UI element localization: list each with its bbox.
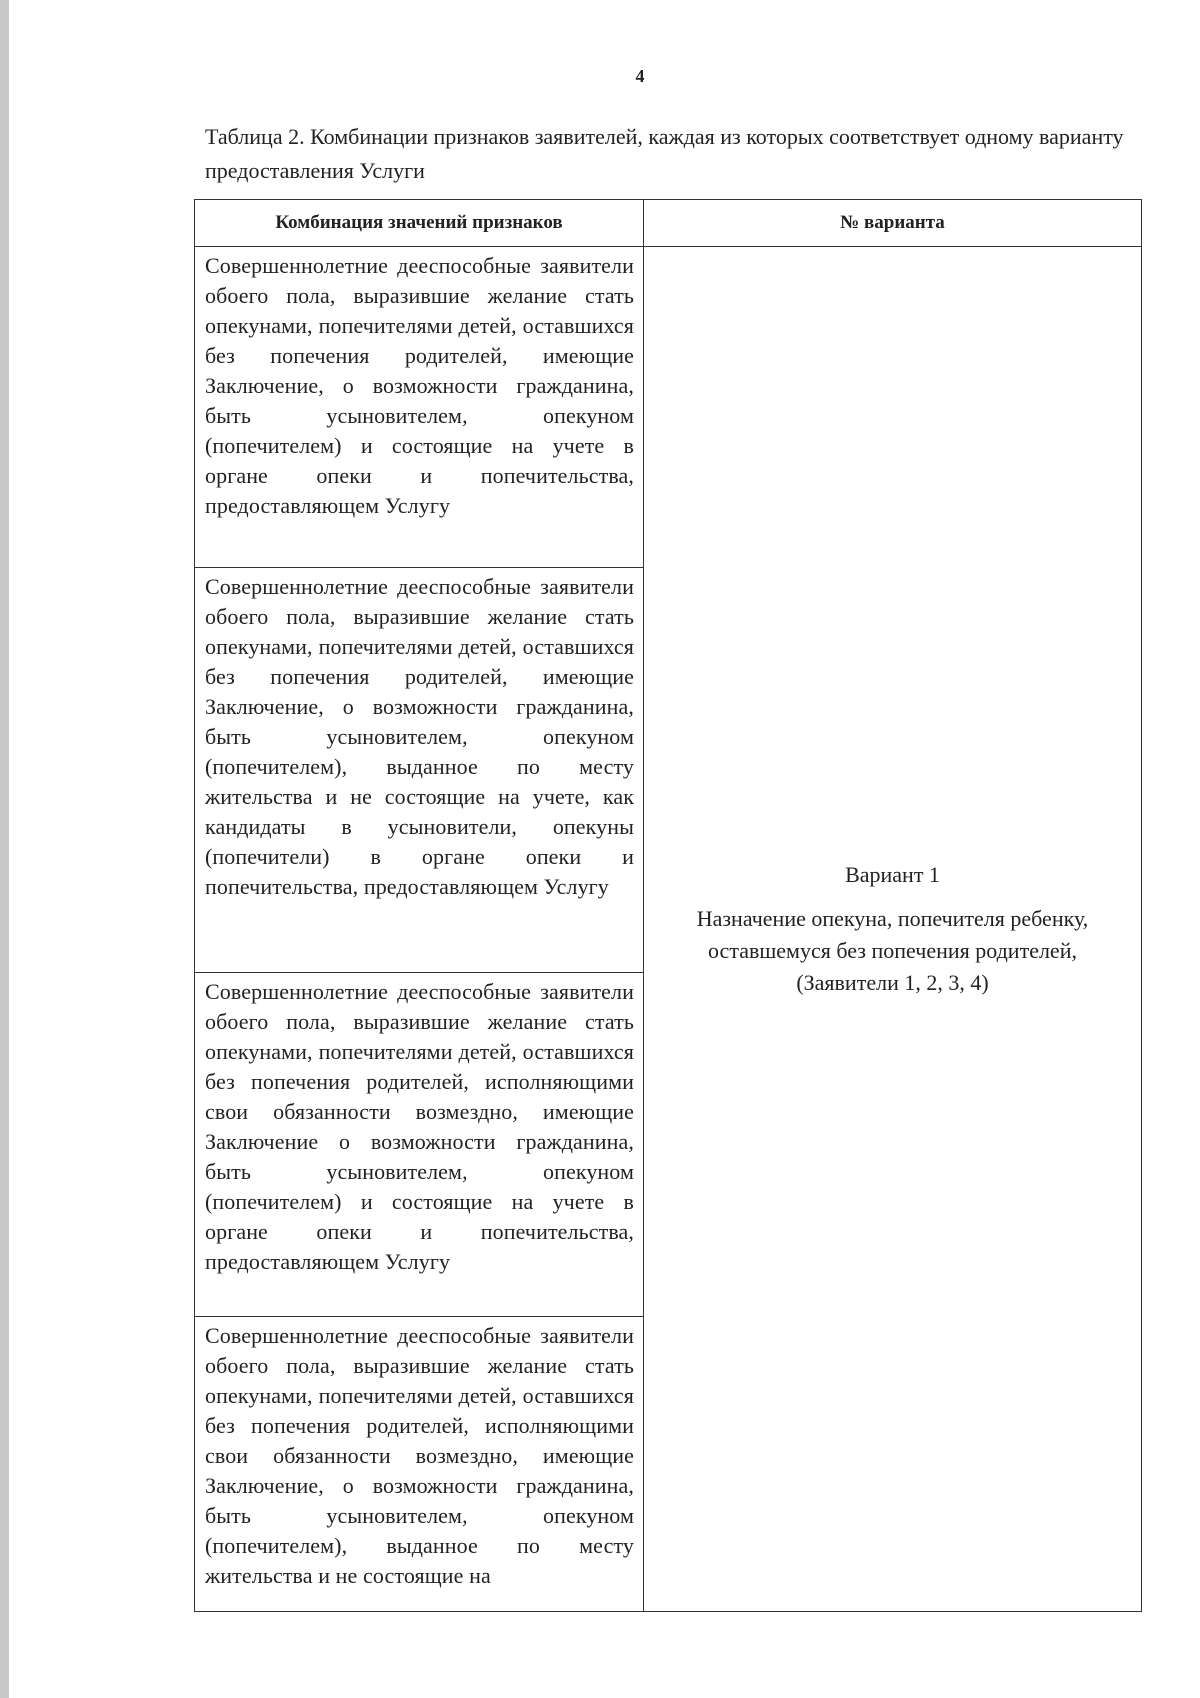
variant-cell <box>644 247 1142 1612</box>
variant-title: Вариант 1 <box>845 862 940 887</box>
page-number: 4 <box>635 66 645 86</box>
table-caption: Таблица 2. Комбинации признаков заявителей, каждая из которых соответствует одному варианту предоставления Услуги <box>205 124 1124 183</box>
criteria-cell: Совершеннолетние дееспособные заявители обоего пола, выразившие желание стать опекунами, попечителями детей, оставшихся без попечения родителей, исполняющими свои обязанности возмездно, имеющие Заключение о возможности гражданина, быть усыновителем, опекуном (попечителем) и состоящие на учете в органе опеки и попечительства, предоставляющем Услугу <box>195 973 644 1317</box>
criteria-cell: Совершеннолетние дееспособные заявители обоего пола, выразившие желание стать опекунами, попечителями детей, оставшихся без попечения родителей, имеющие Заключение, о возможности гражданина, быть усыновителем, опекуном (попечителем), выданное по месту жительства и не состоящие на учете, как кандидаты в усыновители, опекуны (попечители) в органе опеки и попечительства, предоставляющем Услугу <box>195 568 644 973</box>
variants-table <box>194 199 1142 1612</box>
criteria-cell: Совершеннолетние дееспособные заявители обоего пола, выразившие желание стать опекунами, попечителями детей, оставшихся без попечения родителей, имеющие Заключение, о возможности гражданина, быть усыновителем, опекуном (попечителем) и состоящие на учете в органе опеки и попечительства, предоставляющем Услугу <box>195 247 644 568</box>
table-header-row <box>195 200 1142 247</box>
variant-description: Назначение опекуна, попечителя ребенку, оставшемуся без попечения родителей, (Заявители 1, 2, 3, 4) <box>696 906 1089 995</box>
scan-edge <box>0 0 9 1698</box>
table-row <box>195 247 1142 568</box>
header-criteria: Комбинация значений признаков <box>195 200 644 247</box>
criteria-cell: Совершеннолетние дееспособные заявители обоего пола, выразившие желание стать опекунами, попечителями детей, оставшихся без попечения родителей, исполняющими свои обязанности возмездно, имеющие Заключение, о возможности гражданина, быть усыновителем, опекуном (попечителем), выданное по месту жительства и не состоящие на <box>195 1317 644 1612</box>
header-variant-number: № варианта <box>644 200 1142 247</box>
